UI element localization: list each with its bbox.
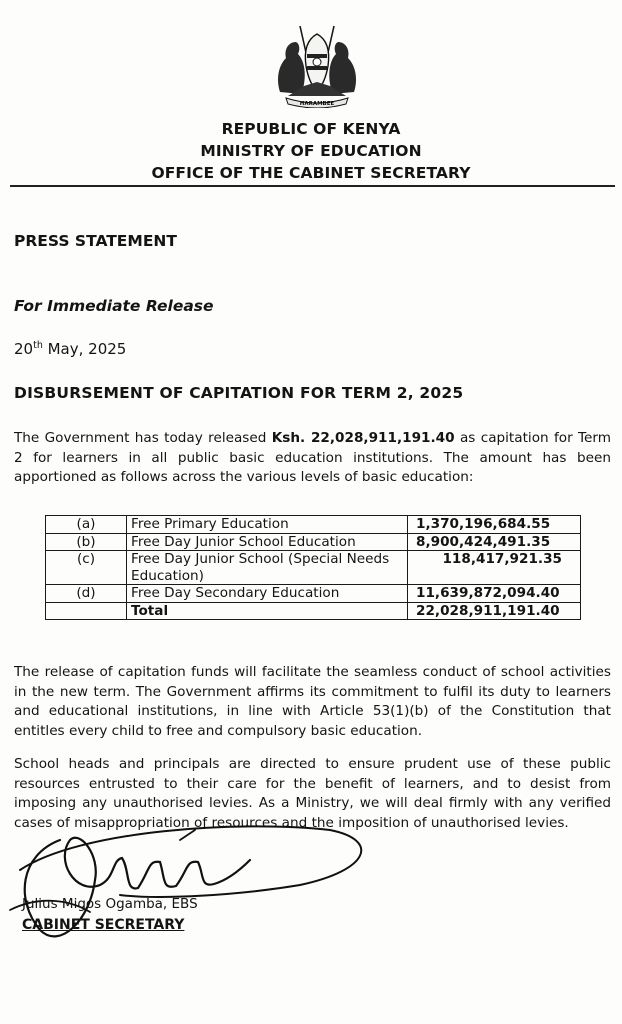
total-label: Total [127,602,408,620]
coat-of-arms-emblem [270,22,364,108]
signatory-name: Julius Migos Ogamba, EBS [22,896,198,912]
released-amount: Ksh. 22,028,911,191.40 [271,430,455,446]
row-amount: 118,417,921.35 [408,551,581,585]
total-row [46,602,581,620]
header-office: OFFICE OF THE CABINET SECRETARY [151,164,471,182]
table-row [46,533,581,551]
header-divider [10,185,615,187]
row-amount: 11,639,872,094.40 [408,585,581,603]
crest-motto: HARAMBEE [299,101,335,107]
row-label: (a) [46,516,127,534]
total-amount: 22,028,911,191.40 [408,602,581,620]
table-row [46,516,581,534]
statement-date: 20th May, 2025 [14,340,127,358]
header-republic: REPUBLIC OF KENYA [221,120,401,138]
signatory-title: CABINET SECRETARY [22,917,185,933]
row-description: Free Day Secondary Education [127,585,408,603]
paragraph-directive: School heads and principals are directed to ensure prudent use of these public resources entrusted to their care for the benefit of learners, and to desist from imposing any unauthorised levies. As a Ministry, we will deal firmly with any verified cases of misappropriation of resources and the imposition of unauthorised levies. [14,756,611,831]
paragraph-release-effect: The release of capitation funds will facilitate the seamless conduct of school activities in the new term. The Government affirms its commitment to fulfil its duty to learners and educational institutions, in line with Article 53(1)(b) of the Constitution that entitles every child to free and compulsory basic education. [14,664,611,739]
row-description: Free Primary Education [127,516,408,534]
row-label: (c) [46,551,127,585]
row-description: Free Day Junior School Education [127,533,408,551]
header-ministry: MINISTRY OF EDUCATION [200,142,422,160]
row-description: Free Day Junior School (Special Needs Education) [127,551,408,585]
row-label: (d) [46,585,127,603]
row-amount: 1,370,196,684.55 [408,516,581,534]
row-label: (b) [46,533,127,551]
table-row [46,585,581,603]
table-row [46,551,581,585]
capitation-table [45,515,581,620]
intro-paragraph: The Government has today released Ksh. 22,028,911,191.40 as capitation for Term 2 for learners in all public basic education institutions. The amount has been apportioned as follows across the various levels of basic education: [14,430,611,486]
statement-title: DISBURSEMENT OF CAPITATION FOR TERM 2, 2025 [14,384,464,402]
document-type: PRESS STATEMENT [14,232,177,250]
row-amount: 8,900,424,491.35 [408,533,581,551]
release-note: For Immediate Release [14,297,214,315]
